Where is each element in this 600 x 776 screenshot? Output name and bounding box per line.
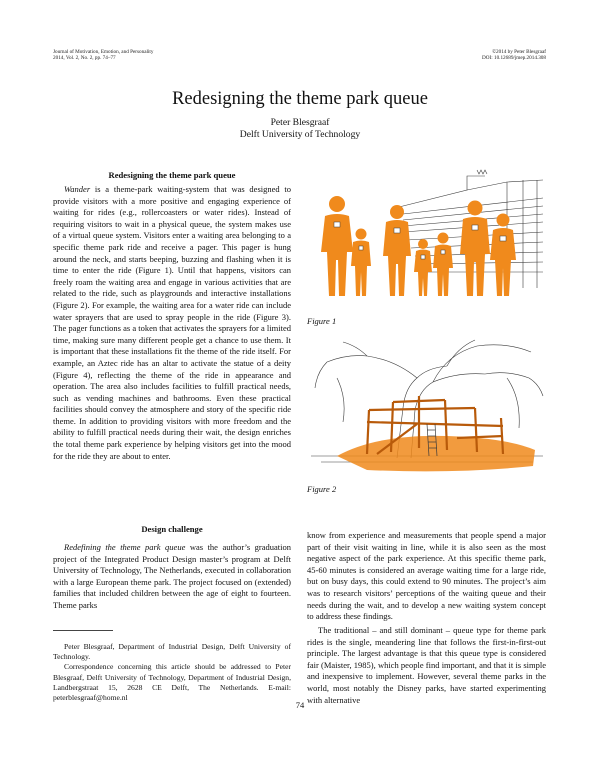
copyright-header	[346, 49, 546, 62]
figure-2-caption: Figure 2	[307, 484, 337, 494]
author-affiliation: Delft University of Technology	[239, 129, 361, 140]
family-silhouettes	[321, 196, 516, 296]
journal-name: Journal of Motivation, Emotion, and Personality	[53, 49, 154, 55]
footnote	[53, 642, 291, 703]
footnote-affiliation: Peter Blesgraaf, Department of Industrial Design, Delft University of Technology.	[53, 642, 291, 662]
article-title: Redesigning the theme park queue	[172, 89, 428, 109]
figure-2-playground-illustration	[307, 338, 547, 478]
journal-header	[53, 49, 253, 62]
project-title-term: Redefining the theme park queue	[64, 542, 186, 552]
paragraph-waiting-time: know from experience and measurements that people spend a major part of their visit waiting in line, while it is also seen as the most negative aspect of the park experience. At this specific theme park, 45-60 minutes is considered an average waiting time for a large ride, but on busy days, this could extend to 90 minutes. The project’s aim was to research visitors’ perceptions of the waiting queue and their needs during the wait, and to develop a new waiting system concept to address these findings.	[307, 530, 546, 622]
wander-term: Wander	[64, 184, 91, 194]
footnote-divider	[53, 630, 113, 631]
paragraph-design-challenge	[53, 542, 291, 612]
paragraph-queue-type: The traditional – and still dominant – queue type for theme park rides is the single, meandering line that follows the first-in-first-out principle. The largest advantage is that this queue type is considered fair (Maister, 1985), which people find important, and that it is simple and inexpensive to implement. However, several theme parks in the world, most notably the Disney parks, have started experimenting with alternative	[307, 625, 546, 705]
page-number: 74	[295, 700, 305, 710]
copyright-line: ©2014 by Peter Blesgraaf	[492, 49, 546, 55]
section-heading-design-challenge: Design challenge	[141, 524, 203, 534]
section-heading-redesign: Redesigning the theme park queue	[108, 170, 236, 180]
figure-1-caption: Figure 1	[307, 316, 337, 326]
author-name: Peter Blesgraaf	[270, 117, 330, 128]
paragraph-intro-text: is a theme-park waiting-system that was designed to provide visitors with a more positive and engaging experience of waiting for rides (e.g., rollercoasters or water rides). Instead of requiring visitors to wait in a physical queue, the system makes use of a virtual queue system. Visitors enter a waiting area belonging to a specific theme park ride and receive a pager. This pager is hung around the neck, and starts beeping, buzzing and flashing when it is time to enter the ride (Figure 1). Until that happens, visitors can freely roam the waiting area and engage in various activities that are related to the ride, such as playgrounds and interactive installations (Figure 2). For example, the waiting area for a water ride can include water sprayers that are used to spray people in the ride (Figure 3). The pager functions as a token that activates the sprayers for a limited time, making sure many different people get a chance to use them. It is important that these installations fit the theme of the ride itself. For example, an Aztec ride has an altar to activate the statue of a deity (Figure 4), reflecting the theme of the ride in appearance and operation. The area also includes facilities to fulfill practical needs, such as vending machines and bathrooms. Even these practical facilities should convey the atmosphere and story of the specific ride theme. In addition to providing visitors with more freedom and the ability to fulfill practical needs during their wait, the design enriches the total theme park experience by helping visitors get into the mood for the ride they are about to enter.	[53, 184, 291, 461]
doi-line: DOI: 10.12689/jmep.2014.308	[482, 55, 546, 62]
figure-1-family-illustration	[307, 168, 547, 308]
footnote-correspondence: Correspondence concerning this article should be addressed to Peter Blesgraaf, Delft University of Technology, Department of Industrial Design, Landbergstraat 15, 2628 CE Delft, The Netherlands. E-mail: peterblesgraaf@home.nl	[53, 662, 291, 703]
paragraph-intro	[53, 184, 291, 462]
paragraph-design-challenge-text: was the author’s graduation project of the Integrated Product Design master’s program at Delft University of Technology, The Netherlands, executed in collaboration with a large European theme park. The project focused on (extended) families that included children between the age of eight to fourteen. Theme parks	[53, 542, 291, 610]
journal-volume: 2014, Vol. 2, No. 2, pp. 74–77	[53, 55, 116, 62]
